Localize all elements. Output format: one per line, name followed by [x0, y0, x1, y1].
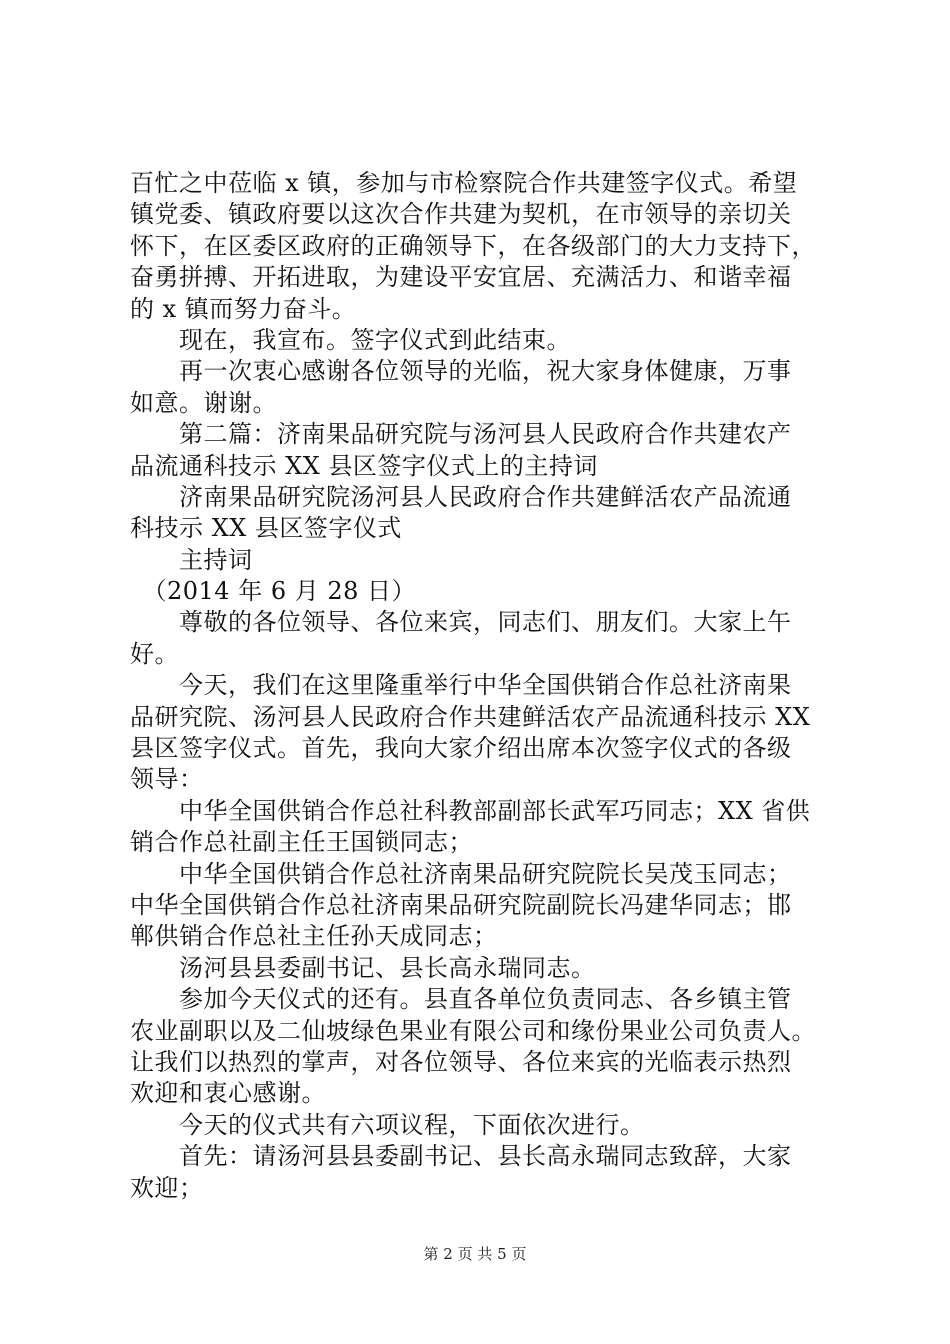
text-line: 欢迎和衷心感谢。 — [130, 1079, 326, 1108]
text-line: 郸供销合作总社主任孙天成同志； — [130, 922, 498, 951]
text-line: 镇党委、镇政府要以这次合作共建为契机，在市领导的亲切关 — [130, 200, 792, 229]
text-line: 尊敬的各位领导、各位来宾，同志们、朋友们。大家上午 — [130, 608, 792, 637]
text-line: 现在，我宣布。签字仪式到此结束。 — [130, 325, 571, 354]
text-line: 的 x 镇而努力奋斗。 — [130, 294, 357, 323]
page-number-footer: 第 2 页 共 5 页 — [423, 1245, 527, 1263]
text-line: 济南果品研究院汤河县人民政府合作共建鲜活农产品流通 — [130, 482, 792, 511]
text-line: 再一次衷心感谢各位领导的光临，祝大家身体健康，万事 — [130, 357, 792, 386]
text-line: 让我们以热烈的掌声，对各位领导、各位来宾的光临表示热烈 — [130, 1047, 792, 1076]
text-line: 领导： — [130, 765, 204, 794]
text-line: 农业副职以及二仙坡绿色果业有限公司和缘份果业公司负责人。 — [130, 1016, 816, 1045]
date-line: （2014 年 6 月 28 日） — [130, 577, 417, 606]
text-line: 中华全国供销合作总社济南果品研究院院长吴茂玉同志； — [130, 859, 792, 888]
text-line: 今天，我们在这里隆重举行中华全国供销合作总社济南果 — [130, 671, 792, 700]
section-heading-line: 品流通科技示 XX 县区签字仪式上的主持词 — [130, 451, 598, 480]
text-line: 销合作总社副主任王国锁同志； — [130, 828, 473, 857]
text-line: 科技示 XX 县区签字仪式 — [130, 514, 402, 543]
text-line: 如意。谢谢。 — [130, 388, 277, 417]
document-body — [130, 168, 845, 1204]
text-line: 好。 — [130, 639, 179, 668]
text-line: 今天的仪式共有六项议程，下面依次进行。 — [130, 1110, 645, 1139]
text-line: 首先：请汤河县县委副书记、县长高永瑞同志致辞，大家 — [130, 1142, 792, 1171]
text-line: 汤河县县委副书记、县长高永瑞同志。 — [130, 953, 596, 982]
text-line: 奋勇拼搏、开拓进取，为建设平安宜居、充满活力、和谐幸福 — [130, 263, 792, 292]
section-heading-line: 第二篇：济南果品研究院与汤河县人民政府合作共建农产 — [130, 420, 792, 449]
text-line: 县区签字仪式。首先，我向大家介绍出席本次签字仪式的各级 — [130, 734, 792, 763]
text-line: 欢迎； — [130, 1173, 204, 1202]
text-line: 百忙之中莅临 x 镇，参加与市检察院合作共建签字仪式。希望 — [130, 169, 798, 197]
text-line: 品研究院、汤河县人民政府合作共建鲜活农产品流通科技示 XX — [130, 702, 811, 731]
text-line: 中华全国供销合作总社济南果品研究院副院长冯建华同志；邯 — [130, 890, 792, 919]
text-line: 怀下，在区委区政府的正确领导下，在各级部门的大力支持下， — [130, 231, 816, 260]
text-line: 主持词 — [130, 545, 253, 574]
text-line: 参加今天仪式的还有。县直各单位负责同志、各乡镇主管 — [130, 985, 792, 1014]
text-line: 中华全国供销合作总社科教部副部长武军巧同志；XX 省供 — [130, 796, 811, 825]
